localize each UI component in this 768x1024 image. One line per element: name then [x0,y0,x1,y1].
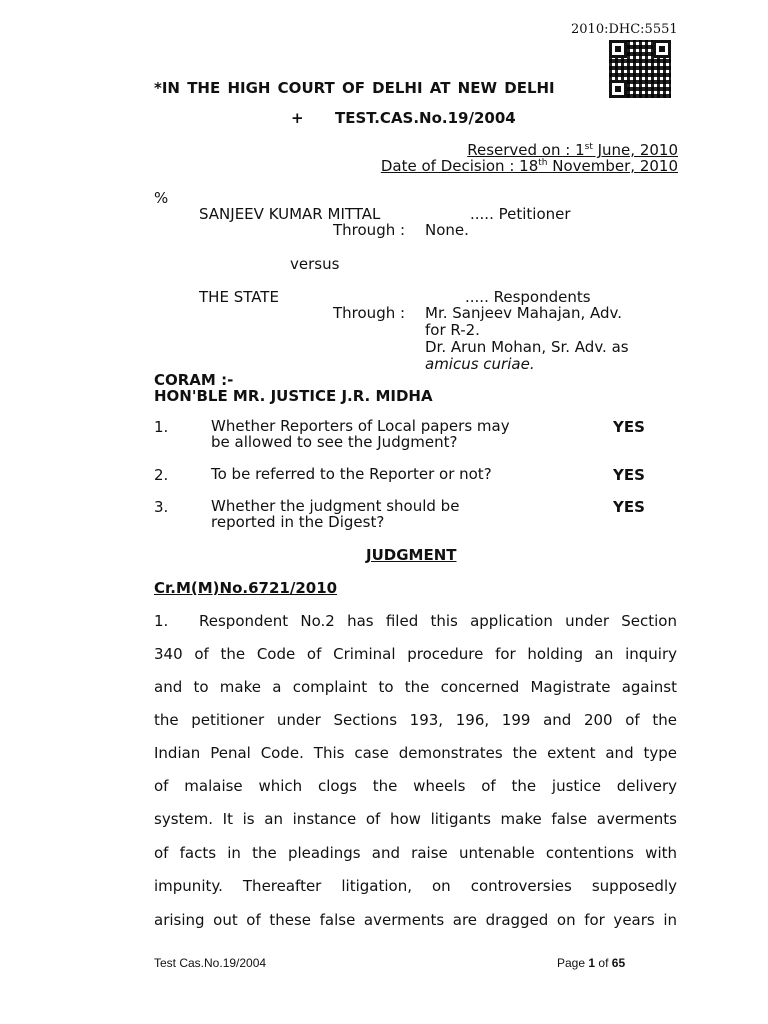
paragraph-line: impunity. Thereafter litigation, on controversies supposedly [154,877,677,895]
question-text: Whether the judgment should be reported in the Digest? [211,497,460,531]
versus: versus [290,255,340,273]
question-answer: YES [613,498,645,516]
case-prefix: + [291,109,304,127]
question-text: To be referred to the Reporter or not? [211,465,492,483]
petitioner-through-label: Through : [333,221,406,239]
percent-mark: % [154,189,169,207]
respondent-counsel-line-4: amicus curiae. [425,355,535,373]
paragraph-line: of facts in the pleadings and raise untenable contentions with [154,844,677,862]
footer-page-number: Page 1 of 65 [557,956,626,970]
respondent-counsel-line-3: Dr. Arun Mohan, Sr. Adv. as [425,338,629,356]
citation: 2010:DHC:5551 [571,22,678,37]
case-number: TEST.CAS.No.19/2004 [335,109,516,127]
paragraph-line: arising out of these false averments are dragged on for years in [154,911,677,929]
question-answer: YES [613,466,645,484]
petitioner-counsel: None. [425,221,469,239]
question-number: 2. [154,466,169,484]
reserved-date: Reserved on : 1st June, 2010 [467,141,678,159]
paragraph-number: 1. [154,612,169,630]
judgment-heading: JUDGMENT [366,546,457,564]
respondent-role: ..... Respondents [465,288,591,306]
respondent-through-label: Through : [333,304,406,322]
question-answer: YES [613,418,645,436]
respondent-counsel-line-2: for R-2. [425,321,480,339]
decision-date: Date of Decision : 18th November, 2010 [380,157,678,175]
question-number: 1. [154,418,169,436]
petitioner-name: SANJEEV KUMAR MITTAL [199,205,381,223]
paragraph-line: 340 of the Code of Criminal procedure for holding an inquiry [154,645,677,663]
paragraph-line: and to make a complaint to the concerned Magistrate against [154,678,677,696]
question-number: 3. [154,498,169,516]
paragraph-line: Indian Penal Code. This case demonstrates the extent and type [154,744,677,762]
qr-code-icon [609,40,671,98]
paragraph-line: system. It is an instance of how litigants make false averments [154,810,677,828]
paragraph-line: Respondent No.2 has filed this application under Section [199,612,677,630]
coram-label: CORAM :- [154,371,234,389]
application-number: Cr.M(M)No.6721/2010 [154,579,338,597]
question-text: Whether Reporters of Local papers may be allowed to see the Judgment? [211,417,510,451]
respondent-counsel-line-1: Mr. Sanjeev Mahajan, Adv. [425,304,622,322]
respondent-name: THE STATE [199,288,279,306]
footer-case-number: Test Cas.No.19/2004 [154,956,267,970]
petitioner-role: ..... Petitioner [470,205,571,223]
paragraph-line: of malaise which clogs the wheels of the justice delivery [154,777,677,795]
paragraph-line: the petitioner under Sections 193, 196, 199 and 200 of the [154,711,677,729]
court-title: *IN THE HIGH COURT OF DELHI AT NEW DELHI [154,79,555,97]
coram-judge: HON'BLE MR. JUSTICE J.R. MIDHA [154,387,433,405]
